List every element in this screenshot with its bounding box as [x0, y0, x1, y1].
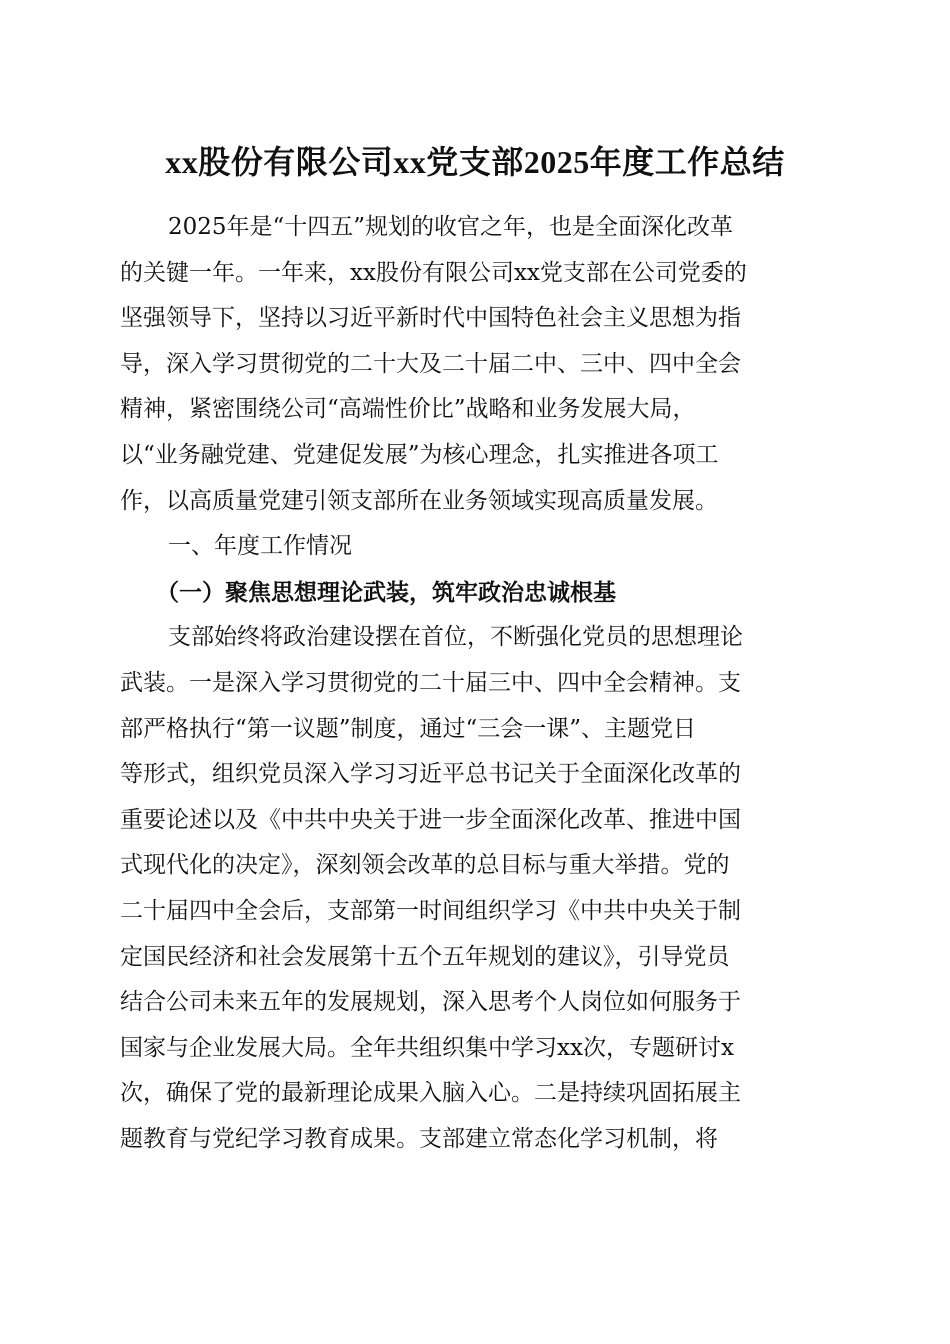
body-line: 二十届四中全会后，支部第一时间组织学习《中共中央关于制: [120, 897, 741, 924]
body-line: 式现代化的决定》，深刻领会改革的总目标与重大举措。党的: [120, 852, 730, 879]
intro-line: 精神，紧密围绕公司“高端性价比”战略和业务发展大局，: [120, 396, 696, 423]
body-line: 重要论述以及《中共中央关于进一步全面深化改革、推进中国: [120, 806, 741, 833]
body-line: 结合公司未来五年的发展规划，深入思考个人岗位如何服务于: [120, 989, 741, 1016]
body-line: 次，确保了党的最新理论成果入脑入心。二是持续巩固拓展主: [120, 1080, 741, 1107]
body-line: 题教育与党纪学习教育成果。支部建立常态化学习机制，将: [120, 1125, 718, 1152]
document-title: xx股份有限公司xx党支部2025年度工作总结: [165, 144, 785, 180]
body-line: 等形式，组织党员深入学习习近平总书记关于全面深化改革的: [120, 761, 741, 788]
intro-line: 坚强领导下，坚持以习近平新时代中国特色社会主义思想为指: [120, 305, 741, 332]
body-line: 定国民经济和社会发展第十五个五年规划的建议》，引导党员: [120, 943, 730, 970]
body-line: 支部始终将政治建设摆在首位，不断强化党员的思想理论: [168, 624, 743, 651]
intro-line: 作，以高质量党建引领支部所在业务领域实现高质量发展。: [120, 487, 718, 514]
intro-line: 2025年是“十四五”规划的收官之年，也是全面深化改革: [168, 214, 734, 240]
intro-line: 以“业务融党建、党建促发展”为核心理念，扎实推进各项工: [120, 441, 719, 468]
body-line: 国家与企业发展大局。全年共组织集中学习xx次，专题研讨x: [120, 1034, 734, 1061]
body-line: 武装。一是深入学习贯彻党的二十届三中、四中全会精神。支: [120, 669, 741, 696]
intro-line: 的关键一年。一年来，xx股份有限公司xx党支部在公司党委的: [120, 259, 747, 286]
document-body: [120, 205, 830, 1162]
body-line: 部严格执行“第一议题”制度，通过“三会一课”、主题党日: [120, 715, 697, 742]
intro-line: 导，深入学习贯彻党的二十大及二十届二中、三中、四中全会: [120, 350, 741, 377]
section-heading: 一、年度工作情况: [168, 533, 352, 560]
subsection-heading: （一）聚焦思想理论武装，筑牢政治忠诚根基: [156, 578, 616, 606]
